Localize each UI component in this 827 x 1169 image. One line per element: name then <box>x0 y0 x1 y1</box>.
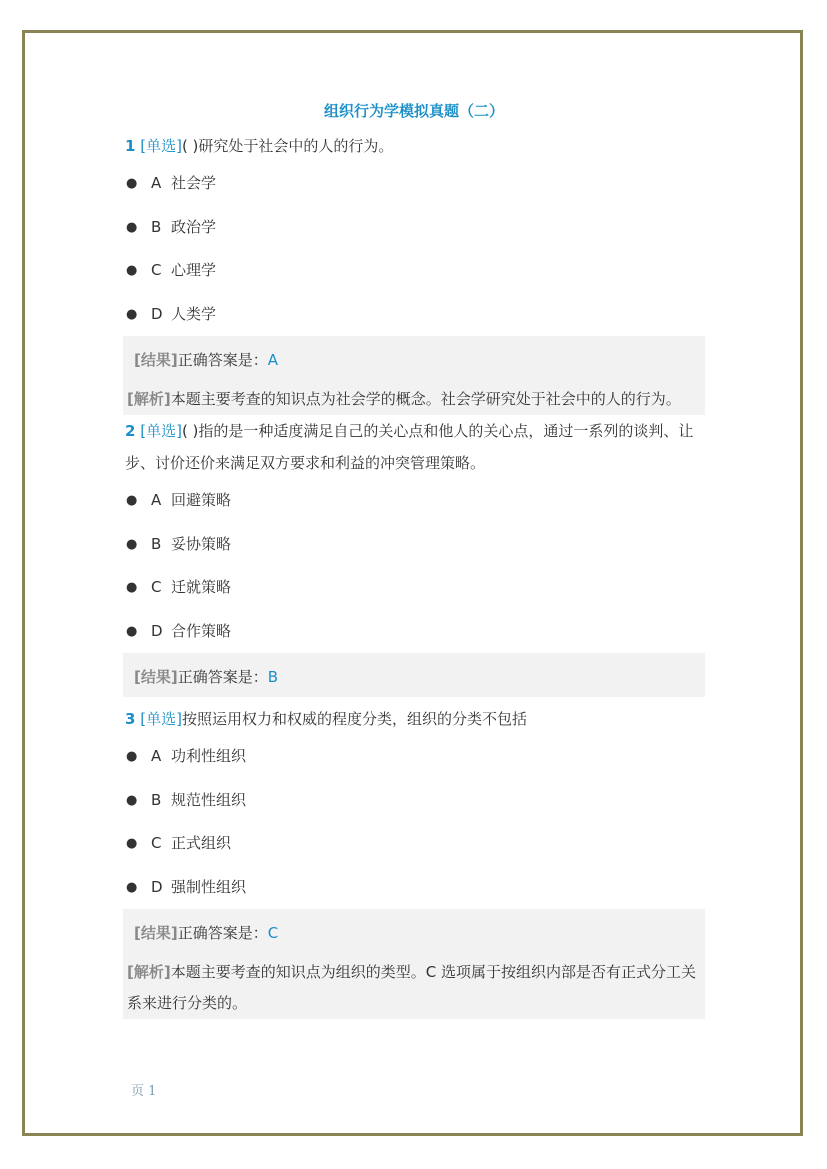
question-3 <box>123 703 705 1019</box>
question-number: 1 <box>125 137 136 155</box>
option-a <box>123 479 705 523</box>
bullet-icon: ● <box>126 493 138 508</box>
document-body <box>123 96 705 1019</box>
option-d <box>123 293 705 337</box>
question-number: 2 <box>125 422 136 440</box>
question-stem <box>123 703 705 735</box>
option-c <box>123 822 705 866</box>
bullet-icon: ● <box>126 263 138 278</box>
question-type: [单选] <box>140 710 182 728</box>
answer-box <box>123 336 705 415</box>
option-letter: C <box>151 578 162 596</box>
option-list <box>123 162 705 336</box>
option-a <box>123 735 705 779</box>
option-letter: D <box>151 877 163 896</box>
question-text: ( )指的是一种适度满足自己的关心点和他人的关心点，通过一系列的谈判、让步、讨价还价来满足双方要求和利益的冲突管理策略。 <box>125 422 694 472</box>
result-line <box>127 340 701 380</box>
option-text: 心理学 <box>171 261 217 279</box>
result-tag: [结果] <box>134 351 178 369</box>
page-label: 页 <box>131 1084 145 1099</box>
option-text: 人类学 <box>171 304 217 323</box>
option-letter: D <box>151 621 163 640</box>
option-letter: A <box>151 491 162 509</box>
analysis-body: 本题主要考查的知识点为社会学的概念。社会学研究处于社会中的人的行为。 <box>170 390 681 408</box>
result-tag: [结果] <box>134 924 178 942</box>
result-line <box>127 657 701 697</box>
bullet-icon: ● <box>126 836 138 851</box>
correct-answer: C <box>267 924 279 942</box>
question-1 <box>123 130 705 415</box>
option-letter: B <box>151 534 162 553</box>
option-text: 政治学 <box>171 217 217 236</box>
option-list <box>123 735 705 909</box>
bullet-icon: ● <box>126 623 138 639</box>
analysis-body: 本题主要考查的知识点为组织的类型。C 选项属于按组织内部是否有正式分工关系来进行分类的。 <box>127 963 696 1012</box>
result-text: 正确答案是： <box>177 668 268 686</box>
option-c <box>123 249 705 293</box>
option-d <box>123 866 705 910</box>
option-text: 强制性组织 <box>171 877 247 896</box>
option-b <box>123 523 705 567</box>
question-text: 按照运用权力和权威的程度分类，组织的分类不包括 <box>181 710 527 728</box>
option-text: 社会学 <box>171 174 217 192</box>
analysis-text <box>127 953 701 1019</box>
question-text: ( )研究处于社会中的人的行为。 <box>181 137 394 155</box>
bullet-icon: ● <box>126 879 138 895</box>
option-list <box>123 479 705 653</box>
bullet-icon: ● <box>126 749 138 764</box>
option-letter: C <box>151 261 162 279</box>
option-text: 功利性组织 <box>171 747 247 765</box>
option-letter: D <box>151 304 163 323</box>
analysis-tag: [解析] <box>127 390 171 408</box>
option-letter: B <box>151 790 162 809</box>
option-letter: A <box>151 747 162 765</box>
option-letter: C <box>151 834 162 852</box>
option-d <box>123 610 705 654</box>
result-text: 正确答案是： <box>177 351 268 369</box>
option-a <box>123 162 705 206</box>
question-number: 3 <box>125 710 136 728</box>
option-c <box>123 566 705 610</box>
question-stem <box>123 130 705 162</box>
bullet-icon: ● <box>126 306 138 322</box>
result-text: 正确答案是： <box>177 924 268 942</box>
bullet-icon: ● <box>126 536 138 552</box>
question-type: [单选] <box>140 422 182 440</box>
page-footer <box>131 1080 156 1099</box>
analysis-text <box>127 380 701 415</box>
question-stem <box>123 415 705 479</box>
document-title: 组织行为学模拟真题（二） <box>323 102 504 120</box>
option-b <box>123 779 705 823</box>
option-text: 合作策略 <box>171 621 232 640</box>
bullet-icon: ● <box>126 176 138 191</box>
bullet-icon: ● <box>126 219 138 235</box>
option-letter: A <box>151 174 162 192</box>
bullet-icon: ● <box>126 792 138 808</box>
option-text: 正式组织 <box>171 834 232 852</box>
result-tag: [结果] <box>134 668 178 686</box>
analysis-tag: [解析] <box>127 963 171 981</box>
result-line <box>127 913 701 953</box>
question-2 <box>123 415 705 697</box>
page-number: 1 <box>148 1084 157 1099</box>
question-type: [单选] <box>140 137 182 155</box>
answer-box <box>123 909 705 1019</box>
correct-answer: A <box>267 351 278 369</box>
option-text: 妥协策略 <box>171 534 232 553</box>
option-letter: B <box>151 217 162 236</box>
option-text: 回避策略 <box>171 491 232 509</box>
option-text: 规范性组织 <box>171 790 247 809</box>
option-text: 迁就策略 <box>171 578 232 596</box>
option-b <box>123 206 705 250</box>
correct-answer: B <box>267 668 279 686</box>
answer-box <box>123 653 705 697</box>
bullet-icon: ● <box>126 580 138 595</box>
